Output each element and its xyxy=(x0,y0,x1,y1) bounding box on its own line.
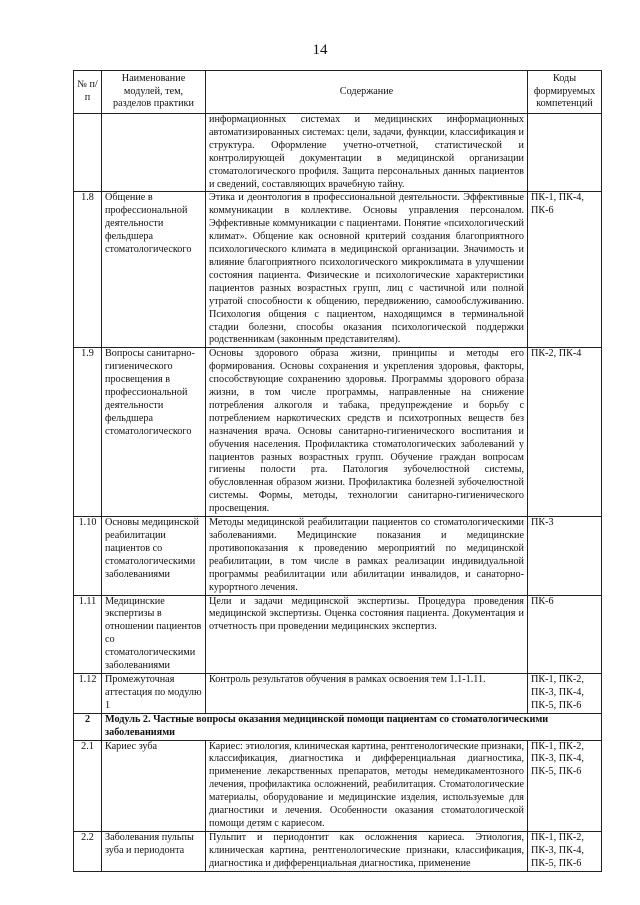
row-codes xyxy=(528,114,602,192)
row-codes: ПК-1, ПК-2, ПК-3, ПК-4, ПК-5, ПК-6 xyxy=(528,740,602,831)
module-num: 2 xyxy=(74,713,102,740)
header-name: Наименование модулей, тем, разделов практики xyxy=(102,71,206,114)
row-codes: ПК-2, ПК-4 xyxy=(528,348,602,517)
row-content: Пульпит и периодонтит как осложнения кариеса. Этиология, клиническая картина, рентгенологические признаки, классификация, диагностика и дифференциальная диагностика, применение xyxy=(206,831,528,871)
row-content: Основы здорового образа жизни, принципы и методы его формирования. Основы сохранения и укрепления здоровья, факторы, способствующие сохранению здоровья. Программы здорового образа жизни, в том числе программы, направленные на снижение потребления алкоголя и табака, предупреждение и борьбу с потреблением наркотических средств и психотропных веществ без назначения врача. Основы санитарно-гигиенического воспитания и обучения населения. Профилактика стоматологических заболеваний у пациентов разных возрастных групп. Обучение граждан вопросам гигиены полости рта. Патология зубочелюстной системы, обусловленная образом жизни. Профилактика болезней зубочелюстной системы. Формы, методы, технологии санитарно-гигиенического просвещения. xyxy=(206,348,528,517)
table-row xyxy=(74,831,602,871)
row-codes: ПК-6 xyxy=(528,595,602,673)
row-name: Промежуточная аттестация по модулю 1 xyxy=(102,673,206,713)
row-name: Заболевания пульпы зуба и периодонта xyxy=(102,831,206,871)
row-content: Кариес: этиология, клиническая картина, рентгенологические признаки, классификация, диагностика и дифференциальная диагностика, применение лекарственных препаратов, методы немедикаментозного лечения, профилактика осложнений, реабилитация. Стоматологические материалы, оборудование и медицинские изделия, используемые для диагностики и лечения. Особенности оказания стоматологической помощи детям с кариесом. xyxy=(206,740,528,831)
row-codes: ПК-1, ПК-2, ПК-3, ПК-4, ПК-5, ПК-6 xyxy=(528,831,602,871)
table-row xyxy=(74,517,602,595)
row-num: 1.11 xyxy=(74,595,102,673)
row-codes: ПК-1, ПК-2, ПК-3, ПК-4, ПК-5, ПК-6 xyxy=(528,673,602,713)
table-header-row xyxy=(74,71,602,114)
row-content: Контроль результатов обучения в рамках освоения тем 1.1-1.11. xyxy=(206,673,528,713)
module-row xyxy=(74,713,602,740)
row-name: Основы медицинской реабилитации пациентов со стоматологическими заболеваниями xyxy=(102,517,206,595)
header-num: № п/п xyxy=(74,71,102,114)
row-num: 2.2 xyxy=(74,831,102,871)
row-num: 1.9 xyxy=(74,348,102,517)
row-name: Общение в профессиональной деятельности фельдшера стоматологического xyxy=(102,192,206,348)
row-num: 1.12 xyxy=(74,673,102,713)
table-row xyxy=(74,673,602,713)
row-content: информационных системах и медицинских информационных автоматизированных системах: цели, задачи, функции, классификация и структура. Оформление учетно-отчетной, статистической и контролирующей документации в медицинской организации стоматологического профиля. Защита персональных данных пациентов и сведений, составляющих врачебную тайну. xyxy=(206,114,528,192)
row-content: Этика и деонтология в профессиональной деятельности. Эффективные коммуникации в коллективе. Основы управления персоналом. Эффективные коммуникации с пациентами. Понятие «психологический климат». Общение как основной критерий создания благоприятного психологического климата в медицинской организации. Значимость и влияние благоприятного психологического микроклимата в улучшении состояния пациента. Физические и психологические характеристики пациентов разных возрастных групп, лиц с частичной или полной утратой способности к общению, передвижению, самообслуживанию. Психология общения с пациентом, находящимся в терминальной стадии болезни, способы оказания психологической поддержки родственникам (законным представителям). xyxy=(206,192,528,348)
row-name xyxy=(102,114,206,192)
row-num xyxy=(74,114,102,192)
row-codes: ПК-1, ПК-4, ПК-6 xyxy=(528,192,602,348)
table-row xyxy=(74,595,602,673)
module-title: Модуль 2. Частные вопросы оказания медицинской помощи пациентам со стоматологическими заболеваниями xyxy=(102,713,602,740)
row-content: Цели и задачи медицинской экспертизы. Процедура проведения медицинской экспертизы. Оценка состояния пациента. Документация и отчетность при проведении медицинских экспертиз. xyxy=(206,595,528,673)
row-num: 2.1 xyxy=(74,740,102,831)
row-name: Кариес зуба xyxy=(102,740,206,831)
header-codes: Коды формируемых компетенций xyxy=(528,71,602,114)
table-row xyxy=(74,114,602,192)
header-content: Содержание xyxy=(206,71,528,114)
curriculum-table xyxy=(73,70,602,872)
table-row xyxy=(74,740,602,831)
row-content: Методы медицинской реабилитации пациентов со стоматологическими заболеваниями. Медицинские показания и медицинские противопоказания к проведению мероприятий по медицинской реабилитации, в том числе в рамках реализации индивидуальной программы реабилитации или абилитации инвалидов, и санаторно-курортного лечения. xyxy=(206,517,528,595)
page-number: 14 xyxy=(312,42,328,58)
table-row xyxy=(74,192,602,348)
row-codes: ПК-3 xyxy=(528,517,602,595)
table-row xyxy=(74,348,602,517)
row-num: 1.8 xyxy=(74,192,102,348)
row-name: Медицинские экспертизы в отношении пациентов со стоматологическими заболеваниями xyxy=(102,595,206,673)
row-name: Вопросы санитарно-гигиенического просвещения в профессиональной деятельности фельдшера стоматологического xyxy=(102,348,206,517)
row-num: 1.10 xyxy=(74,517,102,595)
